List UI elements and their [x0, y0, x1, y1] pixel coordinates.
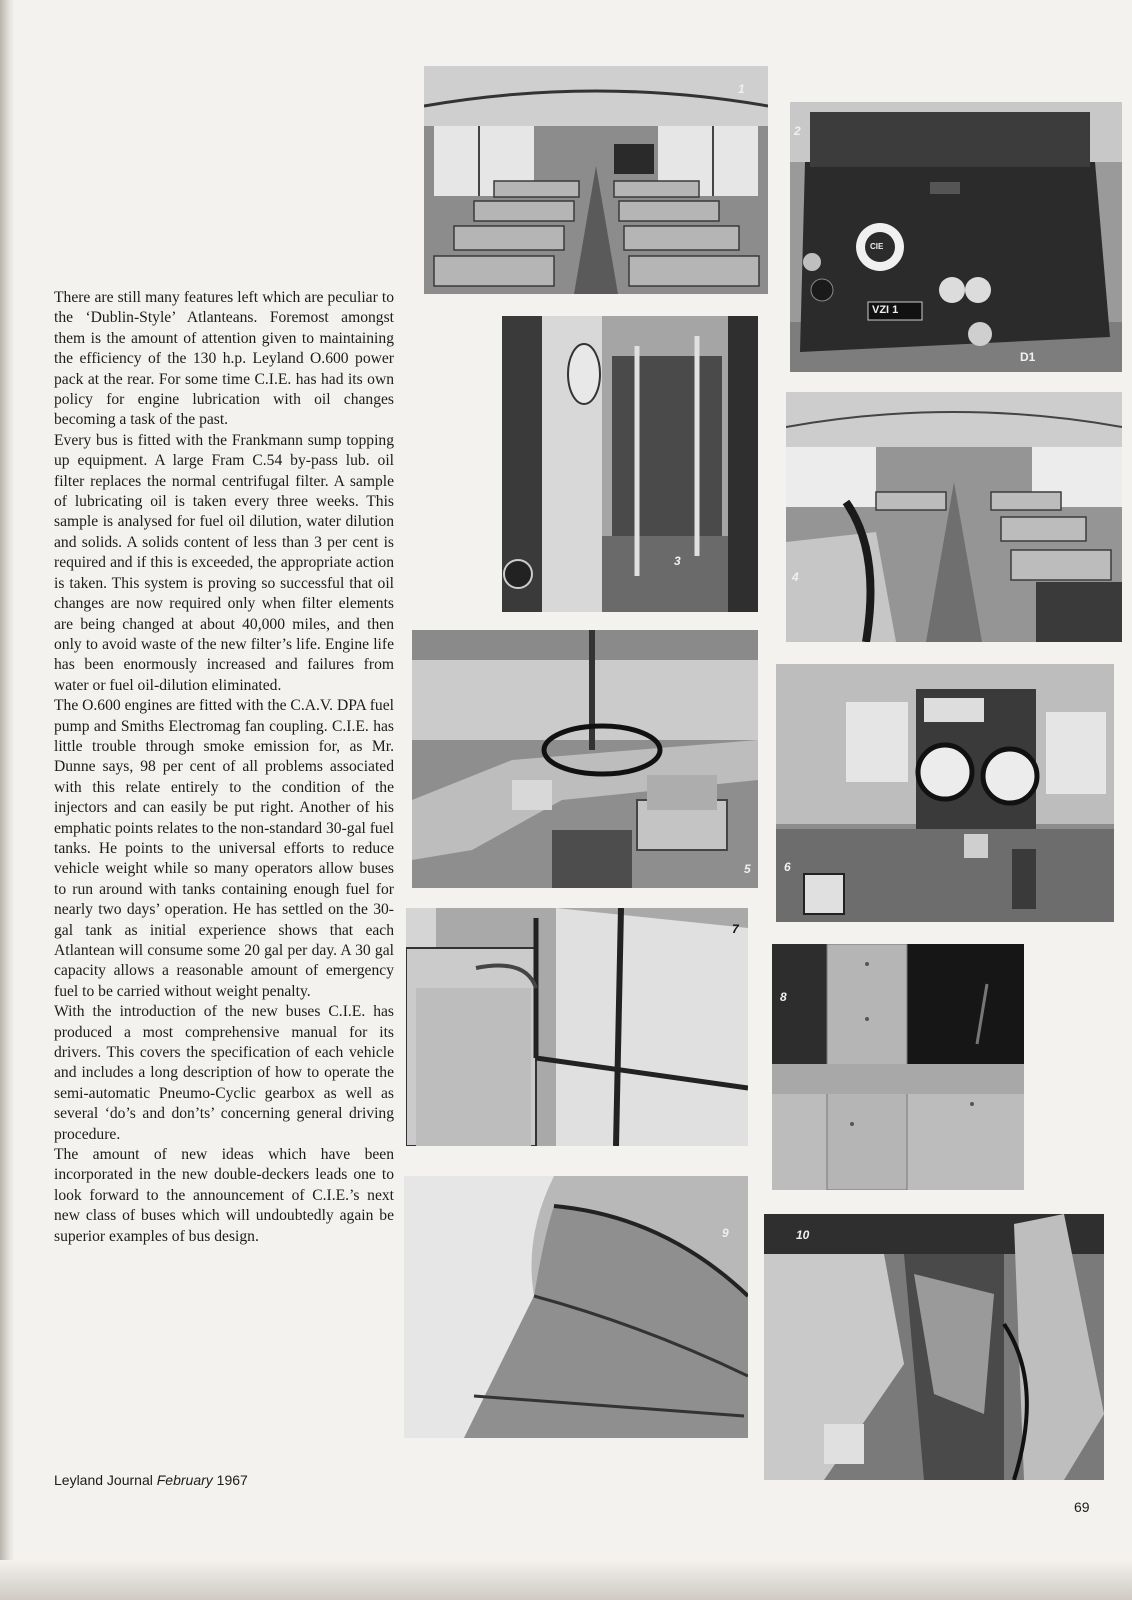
- article-paragraph: There are still many features left which are peculiar to the ‘Dublin-Style’ Atlanteans. Foremost amongst them is the amount of attention given to maintaining the efficiency of the 130 h.p. Leyland O.600 power pack at the rear. For some time C.I.E. has had its own policy for engine lubrication with oil changes becoming a task of the past.: [54, 289, 394, 429]
- photo-number: 6: [784, 860, 791, 874]
- photo-number: 1: [738, 82, 745, 96]
- photo-upper-deck-interior: [424, 66, 768, 294]
- cie-badge-text: CIE: [870, 242, 884, 251]
- article-text: [54, 288, 394, 1247]
- journal-month: February: [156, 1472, 213, 1488]
- page-number: 69: [1074, 1499, 1090, 1515]
- photo-staircase: [404, 1176, 748, 1438]
- photo-driver-cab: [412, 630, 758, 888]
- registration-plate: VZI 1: [872, 304, 899, 316]
- photo-engine-bay: [764, 1214, 1104, 1480]
- journal-year: 1967: [216, 1472, 248, 1488]
- photo-lower-saloon: [786, 392, 1122, 642]
- article-paragraph: The O.600 engines are fitted with the C.A.V. DPA fuel pump and Smiths Electromag fan coupling. C.I.E. has little trouble through smoke emission for, as Mr. Dunne says, 98 per cent of all problems associated with this relate entirely to the condition of the injectors and can easily be put right. Another of his emphatic points relates to the non-standard 30-gal fuel tanks. He points to the universal efforts to reduce vehicle weight while so many operators allow buses to run around with tanks containing enough fuel for nearly two days’ operation. He has settled on the 30-gal tank as initial experience shows that each Atlantean will consume some 20 gal per day. A 30 gal capacity allows a reasonable amount of emergency fuel to be carried without weight penalty.: [54, 697, 394, 1000]
- photo-number: 2: [794, 124, 801, 138]
- photo-number: 10: [796, 1228, 810, 1242]
- photo-window-seat: [406, 908, 748, 1146]
- fleet-number: D1: [1020, 350, 1036, 364]
- photo-number: 4: [792, 570, 799, 584]
- photo-number: 5: [744, 862, 751, 876]
- article-paragraph: Every bus is fitted with the Frankmann sump topping up equipment. A large Fram C.54 by-pass lub. oil filter replaces the normal centrifugal filter. A sample of lubricating oil is taken every three weeks. This sample is analysed for fuel oil dilution, water dilution and solids. A solids content of less than 3 per cent is required and if this is exceeded, the appropriate action is taken. This system is proving so successful that oil changes are now required only when filter elements are being changed at about 40,000 miles, and then only to avoid waste of the new filter’s life. Engine life has been enormously increased and failures from water or fuel oil-dilution eliminated.: [54, 431, 394, 694]
- photo-entrance-doorway: [502, 316, 758, 612]
- journal-name: Leyland Journal: [54, 1472, 153, 1488]
- page-bottom-shadow: [0, 1560, 1132, 1600]
- article-paragraph: The amount of new ideas which have been incorporated in the new double-deckers leads one to look forward to the announcement of C.I.E.’s next new class of buses which will undoubtedly again be superior examples of bus design.: [54, 1146, 394, 1245]
- photo-dashboard-controls: [776, 664, 1114, 922]
- photo-number: 8: [780, 990, 787, 1004]
- photo-number: 3: [674, 554, 681, 568]
- photo-number: 9: [722, 1226, 729, 1240]
- page-binding-edge: [0, 0, 14, 1600]
- photo-side-panel: [772, 944, 1024, 1190]
- article-paragraph: With the introduction of the new buses C.I.E. has produced a most comprehensive manual for its drivers. This covers the specification of each vehicle and includes a long description of how to operate the semi-automatic Pneumo-Cyclic gearbox as well as several ‘do’s and don’ts’ concerning general driving procedure.: [54, 1003, 394, 1143]
- photo-number: 7: [732, 922, 739, 936]
- photo-bus-rear: [790, 102, 1122, 372]
- journal-footer: [54, 1472, 248, 1488]
